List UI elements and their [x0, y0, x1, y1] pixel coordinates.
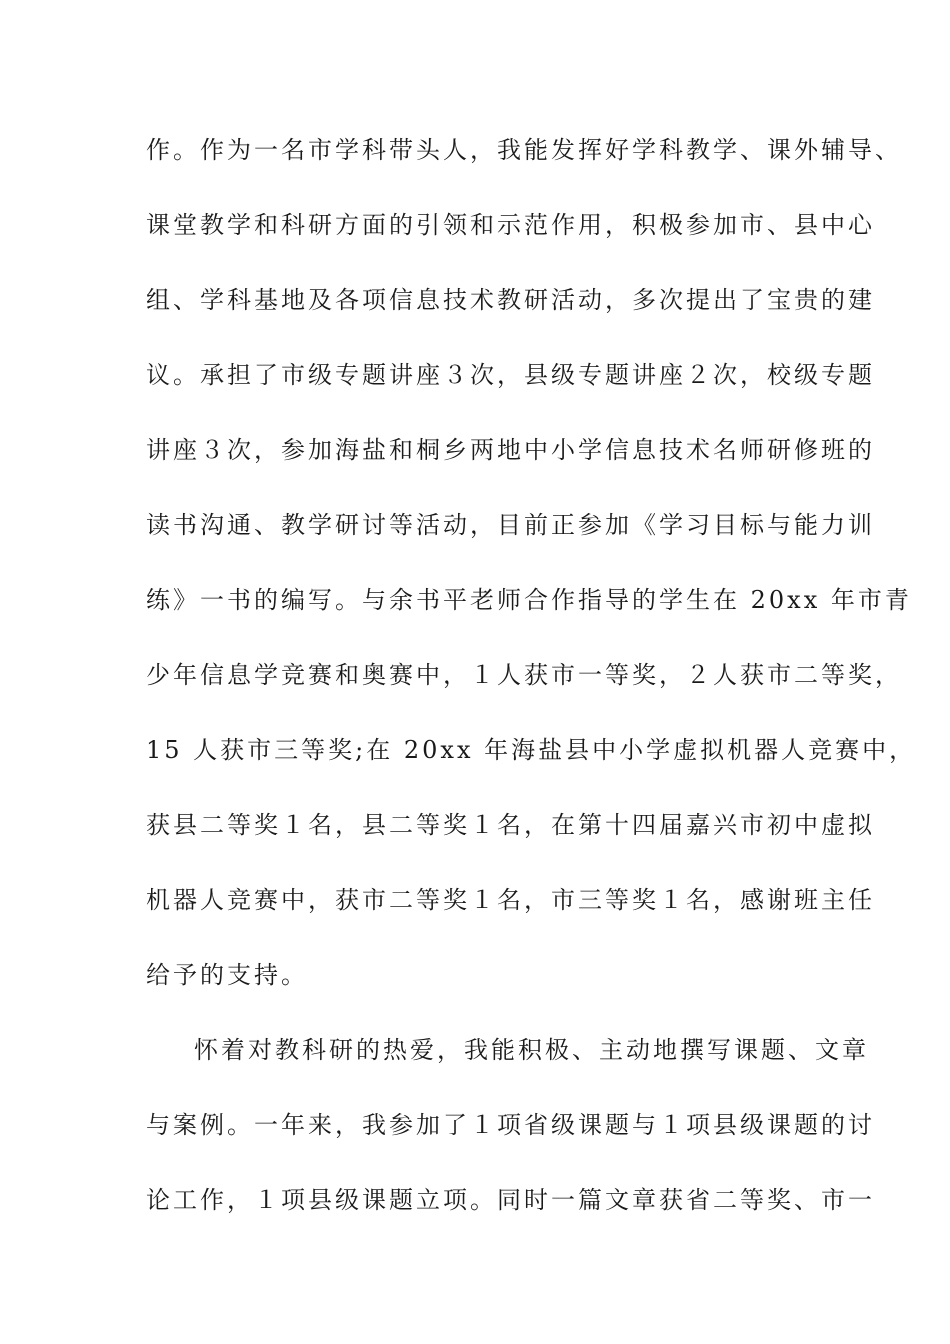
text-line: 获县二等奖１名，县二等奖１名，在第十四届嘉兴市初中虚拟: [146, 811, 875, 839]
text-line: 论工作，１项县级课题立项。同时一篇文章获省二等奖、市一: [146, 1186, 875, 1214]
text-line: 读书沟通、教学研讨等活动，目前正参加《学习目标与能力训: [146, 511, 875, 539]
text-line: 作。作为一名市学科带头人，我能发挥好学科教学、课外辅导、: [146, 136, 902, 164]
text-line: 与案例。一年来，我参加了１项省级课题与１项县级课题的讨: [146, 1111, 875, 1139]
text-line: 讲座３次，参加海盐和桐乡两地中小学信息技术名师研修班的: [146, 436, 875, 464]
paragraph-first-line: 怀着对教科研的热爱，我能积极、主动地撰写课题、文章: [194, 1036, 869, 1064]
text-line: 15 人获市三等奖;在 20xx 年海盐县中小学虚拟机器人竞赛中，: [146, 736, 917, 764]
text-line: 课堂教学和科研方面的引领和示范作用，积极参加市、县中心: [146, 211, 875, 239]
text-line: 组、学科基地及各项信息技术教研活动，多次提出了宝贵的建: [146, 286, 875, 314]
text-line: 少年信息学竞赛和奥赛中，１人获市一等奖，２人获市二等奖，: [146, 661, 902, 689]
text-line: 练》一书的编写。与余书平老师合作指导的学生在 20xx 年市青: [146, 586, 912, 614]
text-line: 议。承担了市级专题讲座３次，县级专题讲座２次，校级专题: [146, 361, 875, 389]
text-line: 给予的支持。: [146, 961, 308, 989]
text-line: 机器人竞赛中，获市二等奖１名，市三等奖１名，感谢班主任: [146, 886, 875, 914]
